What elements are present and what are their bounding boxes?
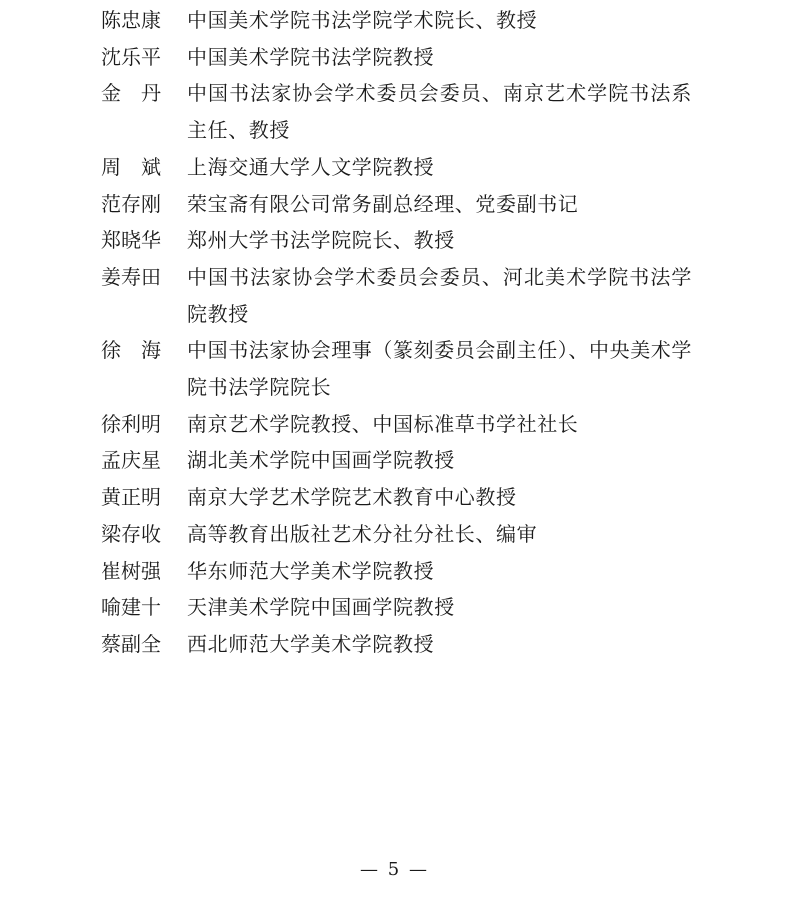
member-entry xyxy=(0,75,789,148)
member-title: 高等教育出版社艺术分社分社长、编审 xyxy=(187,521,538,546)
member-title: 天津美术学院中国画学院教授 xyxy=(187,595,455,620)
member-name: 喻建十 xyxy=(101,595,161,620)
member-name: 郑晓华 xyxy=(101,228,161,253)
member-entry xyxy=(0,516,789,553)
member-entry xyxy=(0,2,789,39)
member-name: 陈忠康 xyxy=(101,8,161,32)
member-title: 中国美术学院书法学院教授 xyxy=(187,44,435,69)
member-title: 中国美术学院书法学院学术院长、教授 xyxy=(187,8,538,32)
member-entry xyxy=(0,332,789,405)
member-name: 周 斌 xyxy=(101,154,161,179)
member-entry xyxy=(0,442,789,479)
member-title: 华东师范大学美术学院教授 xyxy=(187,558,435,583)
member-title: 中国书法家协会学术委员会委员、河北美术学院书法学院教授 xyxy=(187,264,692,326)
member-title: 南京艺术学院教授、中国标准草书学社社长 xyxy=(187,411,579,436)
member-name: 崔树强 xyxy=(101,558,161,583)
member-entry xyxy=(0,149,789,186)
member-entry xyxy=(0,589,789,626)
member-title: 中国书法家协会学术委员会委员、南京艺术学院书法系主任、教授 xyxy=(187,81,692,143)
member-name: 蔡副全 xyxy=(101,631,161,656)
member-entry xyxy=(0,479,789,516)
member-title: 南京大学艺术学院艺术教育中心教授 xyxy=(187,485,517,510)
member-title: 西北师范大学美术学院教授 xyxy=(187,631,435,656)
member-name: 孟庆星 xyxy=(101,448,161,473)
member-title: 上海交通大学人文学院教授 xyxy=(187,154,435,179)
member-entry xyxy=(0,186,789,223)
member-title: 荣宝斋有限公司常务副总经理、党委副书记 xyxy=(187,191,579,216)
member-entry xyxy=(0,39,789,76)
member-name: 梁存收 xyxy=(101,521,161,546)
member-name: 金 丹 xyxy=(101,81,161,106)
member-name: 黄正明 xyxy=(101,485,161,510)
member-name: 徐利明 xyxy=(101,411,161,436)
member-title: 郑州大学书法学院院长、教授 xyxy=(187,228,455,253)
member-title: 湖北美术学院中国画学院教授 xyxy=(187,448,455,473)
member-name: 沈乐平 xyxy=(101,44,161,69)
member-name: 徐 海 xyxy=(101,338,161,363)
member-entry xyxy=(0,626,789,663)
page-number: — 5 — xyxy=(360,859,429,880)
member-entry xyxy=(0,553,789,590)
member-title: 中国书法家协会理事（篆刻委员会副主任）、中央美术学院书法学院院长 xyxy=(187,338,692,400)
member-entry xyxy=(0,222,789,259)
member-list xyxy=(0,2,789,663)
member-entry xyxy=(0,406,789,443)
member-name: 姜寿田 xyxy=(101,264,161,289)
member-name: 范存刚 xyxy=(101,191,161,216)
member-entry xyxy=(0,259,789,332)
